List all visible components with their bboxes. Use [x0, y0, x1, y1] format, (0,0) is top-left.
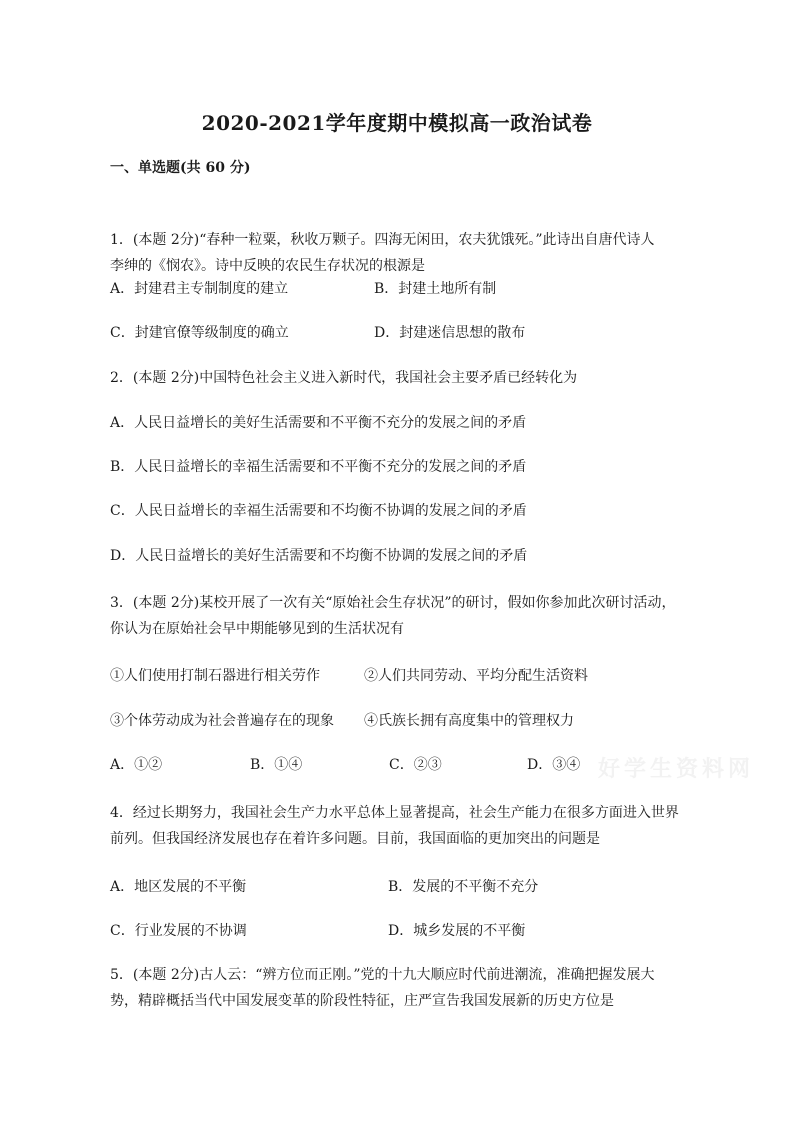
question-text-line: 你认为在原始社会早中期能够见到的生活状况有: [110, 621, 404, 637]
option-c: C．人民日益增长的幸福生活需要和不均衡不协调的发展之间的矛盾: [110, 503, 527, 519]
option-b: B．①④: [250, 757, 303, 773]
option-c: C．封建官僚等级制度的确立: [110, 325, 289, 341]
option-a: A．地区发展的不平衡: [110, 879, 247, 895]
option-a: A．①②: [110, 757, 163, 773]
question-3: [110, 590, 690, 642]
option-b: B．发展的不平衡不充分: [388, 879, 539, 895]
option-a: A．人民日益增长的美好生活需要和不平衡不充分的发展之间的矛盾: [110, 415, 527, 431]
statement-2: ②人们共同劳动、平均分配生活资料: [364, 668, 588, 684]
option-a: A．封建君主专制制度的建立: [110, 281, 289, 297]
statement-1: ①人们使用打制石器进行相关劳作: [110, 668, 320, 684]
option-d: D．城乡发展的不平衡: [388, 923, 526, 939]
question-4: [110, 800, 690, 852]
option-b: B．人民日益增长的幸福生活需要和不平衡不充分的发展之间的矛盾: [110, 459, 527, 475]
option-d: D．封建迷信思想的散布: [374, 325, 526, 341]
question-text-line: 前列。但我国经济发展也存在着许多问题。目前，我国面临的更加突出的问题是: [110, 831, 600, 847]
option-d: D．③④: [527, 757, 581, 773]
section-header: 一、单选题(共 60 分): [110, 160, 251, 176]
watermark: 好学生资料网: [598, 756, 755, 782]
exam-title: 2020-2021学年度期中模拟高一政治试卷: [201, 111, 593, 135]
question-text-line: 李绅的《悯农》。诗中反映的农民生存状况的根源是: [110, 258, 425, 274]
question-text-line: 3．(本题 2分)某校开展了一次有关“原始社会生存状况”的研讨，假如你参加此次研讨活动，: [110, 595, 676, 611]
question-text-line: 4．经过长期努力，我国社会生产力水平总体上显著提高，社会生产能力在很多方面进入世界: [110, 805, 679, 821]
statement-3: ③个体劳动成为社会普遍存在的现象: [110, 713, 334, 729]
question-2: 2．(本题 2分)中国特色社会主义进入新时代，我国社会主要矛盾已经转化为: [110, 370, 578, 386]
option-d: D．人民日益增长的美好生活需要和不均衡不协调的发展之间的矛盾: [110, 548, 528, 564]
question-text-line: 5．(本题 2分)古人云：“辨方位而正刚。”党的十九大顺应时代前进潮流，准确把握发展大: [110, 967, 655, 983]
question-text-line: 势，精辟概括当代中国发展变革的阶段性特征，庄严宣告我国发展新的历史方位是: [110, 993, 614, 1009]
option-c: C．行业发展的不协调: [110, 923, 247, 939]
option-c: C．②③: [389, 757, 442, 773]
question-1: [110, 227, 690, 279]
option-b: B．封建土地所有制: [374, 281, 497, 297]
question-text-line: 1．(本题 2分)“春种一粒粟，秋收万颗子。四海无闲田，农夫犹饿死。”此诗出自唐代诗人: [110, 232, 655, 248]
question-5: [110, 962, 690, 1014]
statement-4: ④氏族长拥有高度集中的管理权力: [364, 713, 574, 729]
